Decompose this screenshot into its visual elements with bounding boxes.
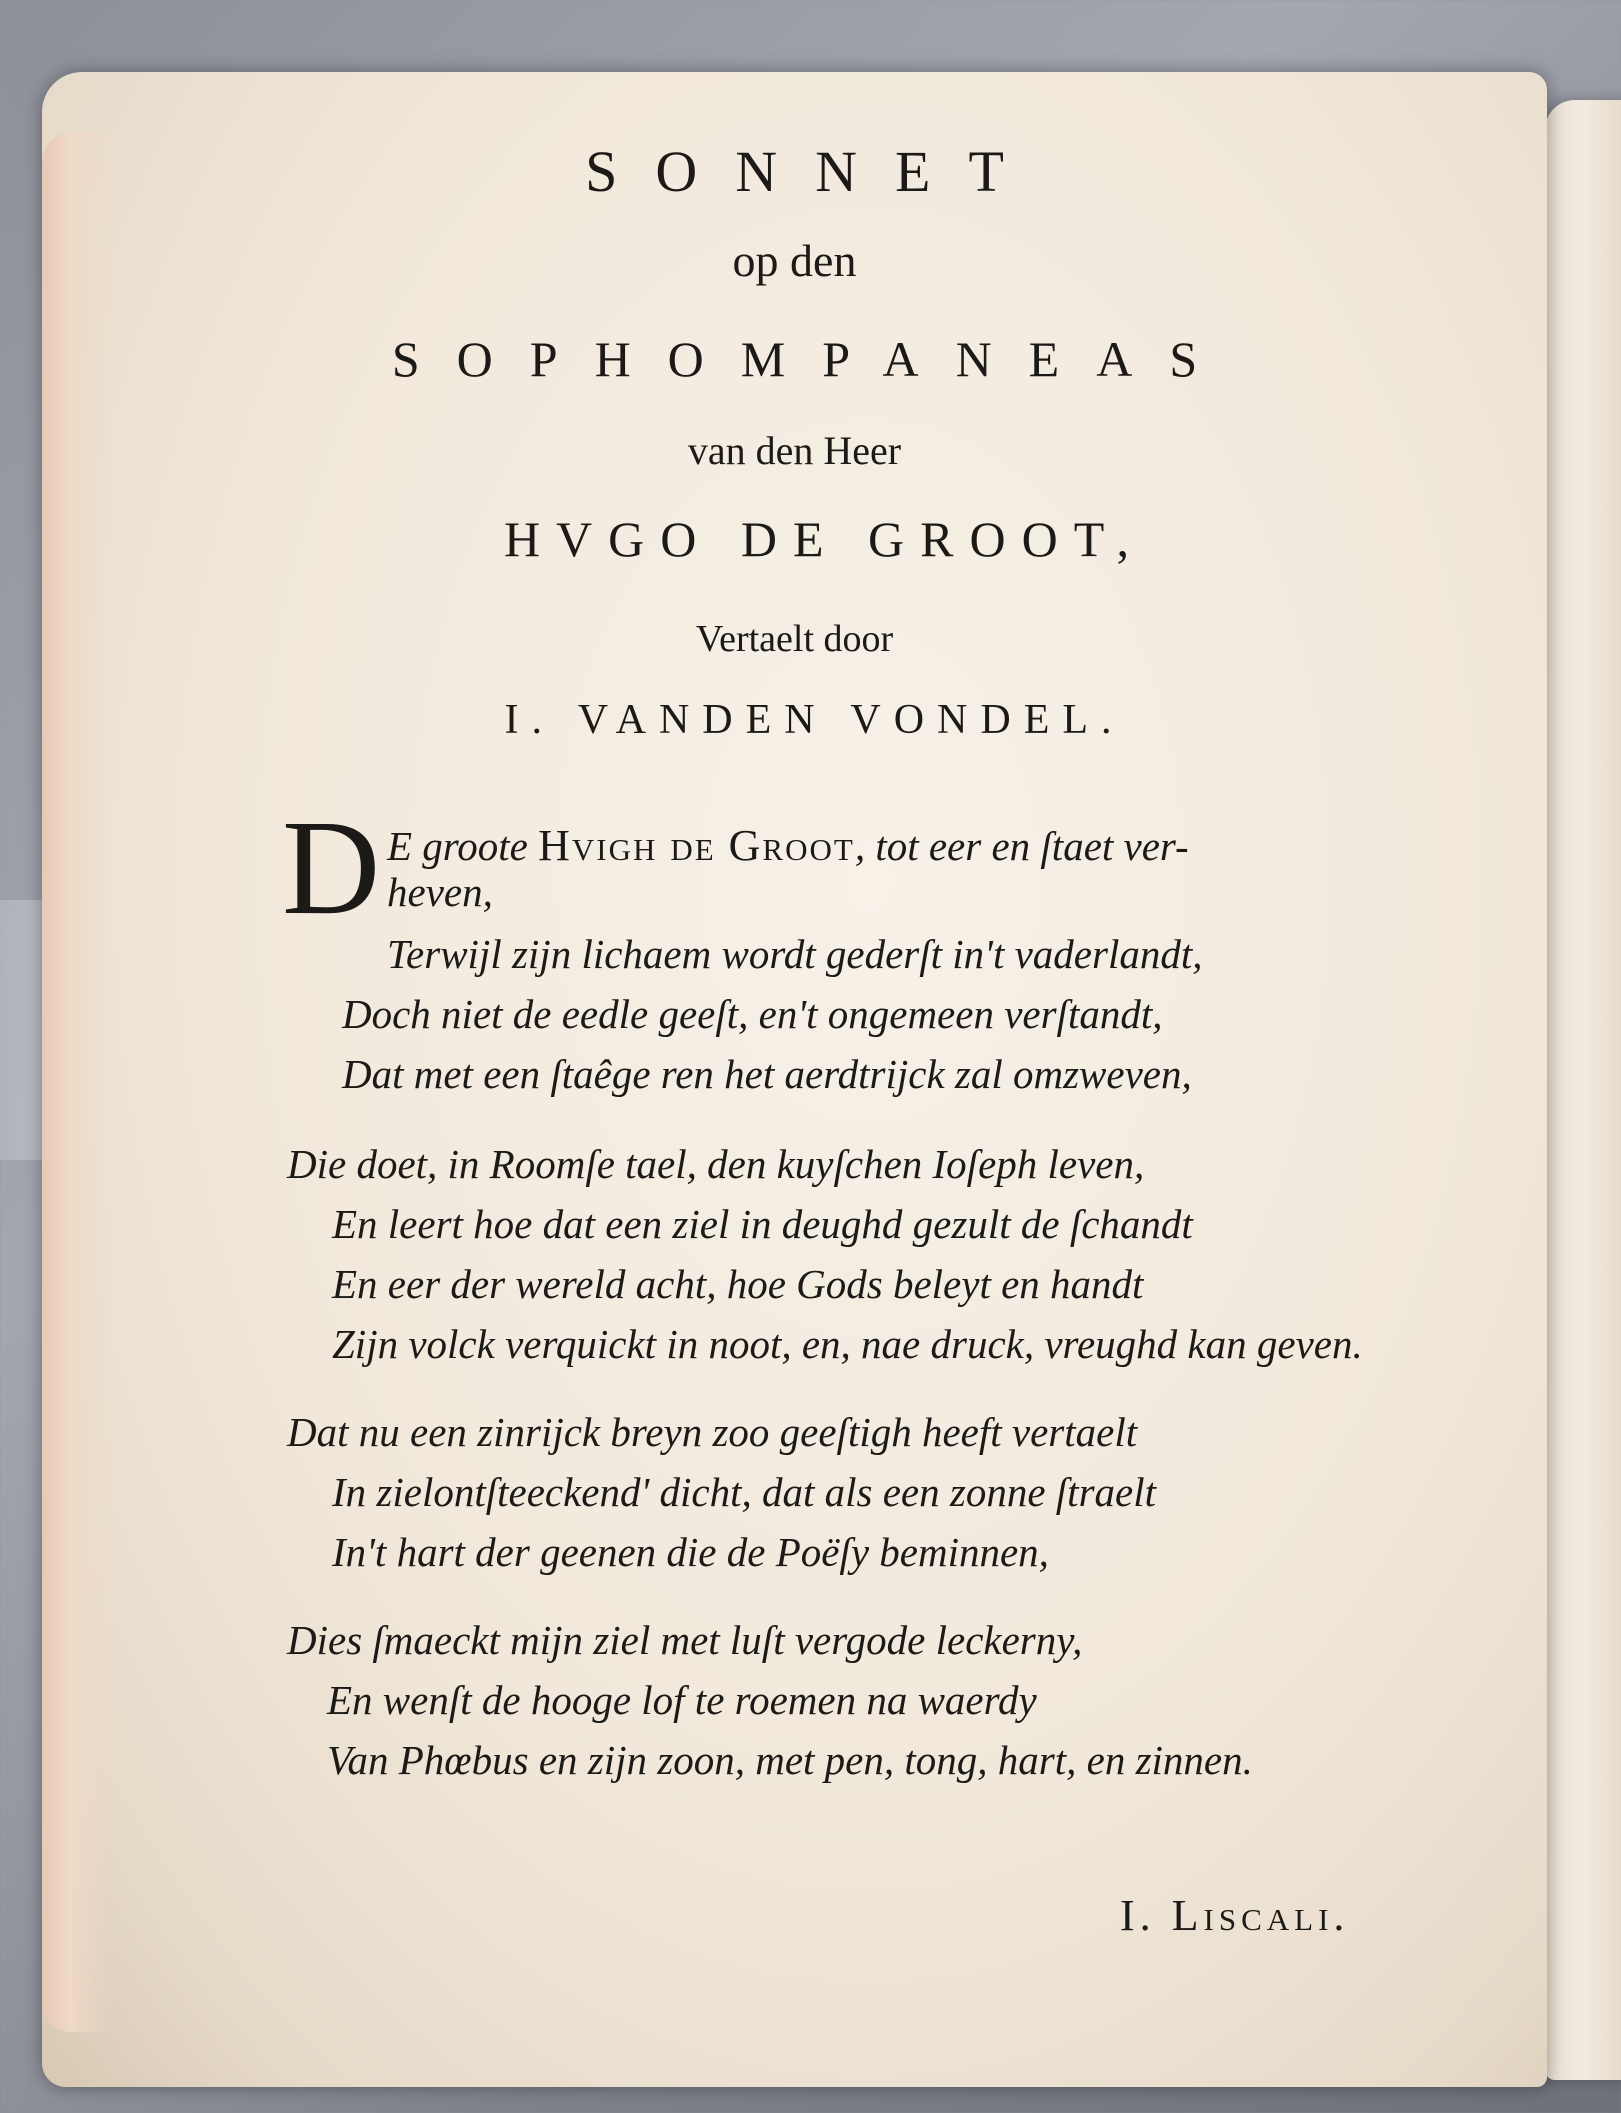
sonnet-poem <box>42 72 1547 2087</box>
poem-line-14: Van Phœbus en zijn zoon, met pen, tong, hart, en zinnen. <box>327 1737 1253 1783</box>
poem-line-4: Dat met een ſtaêge ren het aerdtrijck zal omzweven, <box>342 1051 1192 1097</box>
poem-line-5: Die doet, in Roomſe tael, den kuyſchen Ioſeph leven, <box>287 1141 1145 1187</box>
poem-line-1 <box>387 821 1189 870</box>
page-content <box>42 72 1547 2087</box>
poem-line-8: Zijn volck verquickt in noot, en, nae druck, vreughd kan geven. <box>332 1321 1363 1367</box>
poem-line-1-name: Hvigh de Groot <box>538 821 855 870</box>
book-page <box>42 72 1547 2087</box>
drop-cap: D <box>282 793 381 943</box>
poem-line-12: Dies ſmaeckt mijn ziel met luſt vergode leckerny, <box>287 1617 1083 1663</box>
subtitle-vertaelt-door: Vertaelt door <box>695 618 894 660</box>
poem-line-1-end: , tot eer en ſtaet ver- <box>854 823 1189 869</box>
translator-name: I. VANDEN VONDEL. <box>504 697 1125 743</box>
poem-line-9: Dat nu een zinrijck breyn zoo geeſtigh heeft vertaelt <box>287 1409 1138 1455</box>
poem-line-6: En leert hoe dat een ziel in deughd gezult de ſchandt <box>332 1201 1193 1247</box>
poem-line-13: En wenſt de hooge lof te roemen na waerdy <box>327 1677 1037 1723</box>
title-sonnet: SONNET <box>585 139 1042 204</box>
poem-line-1-cont: heven, <box>387 869 493 915</box>
poem-line-7: En eer der wereld acht, hoe Gods beleyt en handt <box>332 1261 1144 1307</box>
poem-line-1-start: E groote <box>387 823 539 869</box>
subtitle-op-den: op den <box>732 235 857 286</box>
title-sophompaneas: SOPHOMPANEAS <box>391 331 1235 387</box>
signature: I. Liscali. <box>1120 1891 1350 1940</box>
poem-line-3: Doch niet de eedle geeſt, en't ongemeen verſtandt, <box>342 991 1163 1037</box>
facing-page-edge <box>1545 100 1621 2080</box>
poem-line-11: In't hart der geenen die de Poëſy beminnen, <box>332 1529 1049 1575</box>
author-name: HVGO DE GROOT, <box>503 511 1146 567</box>
subtitle-van-den-heer: van den Heer <box>687 428 902 473</box>
poem-line-10: In zielontſteeckend' dicht, dat als een zonne ſtraelt <box>332 1469 1157 1515</box>
poem-line-2: Terwijl zijn lichaem wordt gederſt in't vaderlandt, <box>387 931 1203 977</box>
